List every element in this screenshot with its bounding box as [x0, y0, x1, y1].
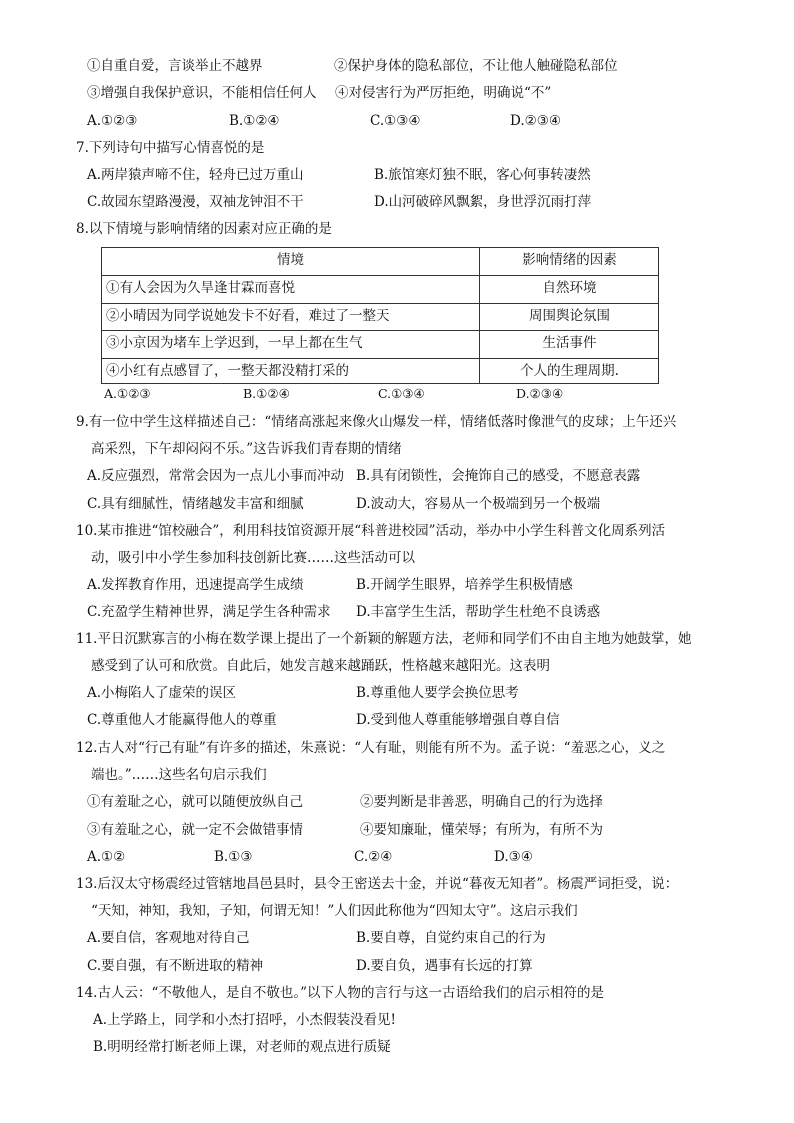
table-cell-factor: 周围舆论氛围 — [529, 308, 610, 324]
q6-option-2: ②保护身体的隐私部位，不让他人触碰隐私部位 — [334, 58, 618, 74]
q6-option-4: ④对侵害行为严厉拒绝，明确说“不” — [335, 85, 552, 101]
q12-choice-a: A.①② — [87, 849, 126, 865]
q10-stem-line-2: 动，吸引中小学生参加科技创新比赛……这些活动可以 — [91, 550, 415, 566]
table-cell-situation: ③小京因为堵车上学迟到，一早上都在生气 — [106, 335, 363, 351]
table-cell-factor: 生活事件 — [542, 335, 597, 351]
q13-choice-b: B.要自尊，自觉约束自己的行为 — [356, 930, 546, 946]
q10-stem-line-1: 10.某市推进“馆校融合”，利用科技馆资源开展“科普进校园”活动，举办中小学生科普文化周系列活 — [76, 523, 666, 539]
table-cell-factor: 自然环境 — [542, 280, 597, 296]
q6-choice-d: D.②③④ — [510, 113, 561, 129]
q11-stem-line-2: 感受到了认可和欣赏。自此后，她发言越来越踊跃，性格越来越阳光。这表明 — [91, 658, 550, 674]
q12-choice-c: C.②④ — [354, 849, 393, 865]
q12-choice-b: B.①③ — [214, 849, 253, 865]
q11-choice-a: A.小梅陷人了虚荣的误区 — [87, 685, 237, 701]
q12-option-3: ③有羞耻之心，就一定不会做错事情 — [87, 822, 303, 838]
table-row — [102, 275, 658, 303]
q8-choice-d: D.②③④ — [516, 386, 564, 401]
q6-choice-a: A.①②③ — [87, 113, 138, 129]
q9-choice-a: A.反应强烈，常常会因为一点儿小事而冲动 — [87, 468, 345, 484]
q14-choice-b: B.明明经常打断老师上课，对老师的观点进行质疑 — [93, 1039, 391, 1055]
q8-table — [101, 247, 659, 384]
q7-choice-d: D.山河破碎风飘絮，身世浮沉雨打萍 — [374, 194, 592, 210]
q13-stem-line-1: 13.后汉太守杨震经过管辖地昌邑县时，县令王密送去十金，并说“暮夜无知者”。杨震严词拒受，说： — [76, 876, 679, 892]
q6-choice-b: B.①②④ — [229, 113, 280, 129]
q12-option-1: ①有羞耻之心，就可以随便放纵自己 — [87, 794, 303, 810]
table-header-factor: 影响情绪的因素 — [522, 252, 617, 268]
q9-stem-line-1: 9.有一位中学生这样描述自己：“情绪高涨起来像火山爆发一样，情绪低落时像泄气的皮球；上午还兴 — [76, 414, 677, 430]
q12-option-2: ②要判断是非善恶，明确自己的行为选择 — [360, 794, 603, 810]
q14-stem: 14.古人云：“不敬他人，是自不敬也。”以下人物的言行与这一古语给我们的启示相符的是 — [76, 985, 605, 1001]
q13-choice-d: D.要自负，遇事有长远的打算 — [356, 958, 533, 974]
table-row — [102, 303, 658, 330]
q7-choice-a: A.两岸猿声啼不住，轻舟已过万重山 — [87, 167, 304, 183]
q11-choice-d: D.受到他人尊重能够增强自尊自信 — [356, 712, 560, 728]
q13-choice-c: C.要自强，有不断进取的精神 — [87, 958, 264, 974]
q6-choice-c: C.①③④ — [370, 113, 421, 129]
q9-choice-b: B.具有闭锁性，会掩饰自己的感受，不愿意表露 — [356, 468, 641, 484]
q8-choice-a: A.①②③ — [104, 386, 151, 401]
q12-choice-d: D.③④ — [494, 849, 533, 865]
q9-stem-line-2: 高采烈，下午却闷闷不乐。”这告诉我们青春期的情绪 — [91, 441, 402, 457]
q10-choice-b: B.开阔学生眼界，培养学生积极情感 — [356, 577, 573, 593]
q12-stem-line-1: 12.古人对“行己有耻”有许多的描述，朱熹说：“人有耻，则能有所不为。孟子说：“羞恶之心，义之 — [76, 740, 666, 756]
table-row — [102, 330, 658, 358]
q13-stem-line-2: “天知，神知，我知，子知，何谓无知！”人们因此称他为“四知太守”。这启示我们 — [91, 903, 578, 919]
q11-choice-c: C.尊重他人才能赢得他人的尊重 — [87, 712, 277, 728]
q13-choice-a: A.要自信，客观地对待自己 — [87, 930, 250, 946]
q10-choice-d: D.丰富学生生活，帮助学生杜绝不良诱惑 — [356, 604, 601, 620]
table-cell-factor: 个人的生理周期. — [520, 363, 619, 379]
q8-choice-b: B.①②④ — [243, 386, 290, 401]
q11-choice-b: B.尊重他人要学会换位思考 — [356, 685, 519, 701]
q14-choice-a: A.上学路上，同学和小杰打招呼，小杰假装没看见! — [93, 1012, 396, 1028]
q7-choice-b: B.旅馆寒灯独不眠，客心何事转凄然 — [374, 167, 591, 183]
q10-choice-c: C.充盈学生精神世界，满足学生各种需求 — [87, 604, 331, 620]
table-cell-situation: ①有人会因为久旱逢甘霖而喜悦 — [106, 280, 295, 296]
q10-choice-a: A.发挥教育作用，迅速提高学生成绩 — [87, 577, 304, 593]
table-header-situation: 情境 — [277, 252, 304, 268]
table-cell-situation: ④小红有点感冒了，一整天都没精打采的 — [106, 363, 349, 379]
table-row — [102, 358, 658, 385]
q7-choice-c: C.故园东望路漫漫，双袖龙钟泪不干 — [87, 194, 304, 210]
q12-option-4: ④要知廉耻，懂荣辱；有所为，有所不为 — [360, 822, 603, 838]
q6-option-3: ③增强自我保护意识，不能相信任何人 — [87, 85, 317, 101]
q6-option-1: ①自重自爱，言谈举止不越界 — [87, 58, 263, 74]
q7-stem: 7.下列诗句中描写心情喜悦的是 — [76, 140, 265, 156]
q8-stem: 8.以下情境与影响情绪的因素对应正确的是 — [76, 221, 332, 237]
q8-choice-c: C.①③④ — [378, 386, 425, 401]
q12-stem-line-2: 端也。”……这些名句启示我们 — [91, 767, 267, 783]
q11-stem-line-1: 11.平日沉默寡言的小梅在数学课上提出了一个新颖的解题方法，老师和同学们不由自主地为她鼓掌，她 — [76, 631, 692, 647]
q9-choice-c: C.具有细腻性，情绪越发丰富和细腻 — [87, 496, 304, 512]
table-cell-situation: ②小晴因为同学说她发卡不好看，难过了一整天 — [106, 308, 390, 324]
q9-choice-d: D.波动大，容易从一个极端到另一个极端 — [356, 496, 601, 512]
